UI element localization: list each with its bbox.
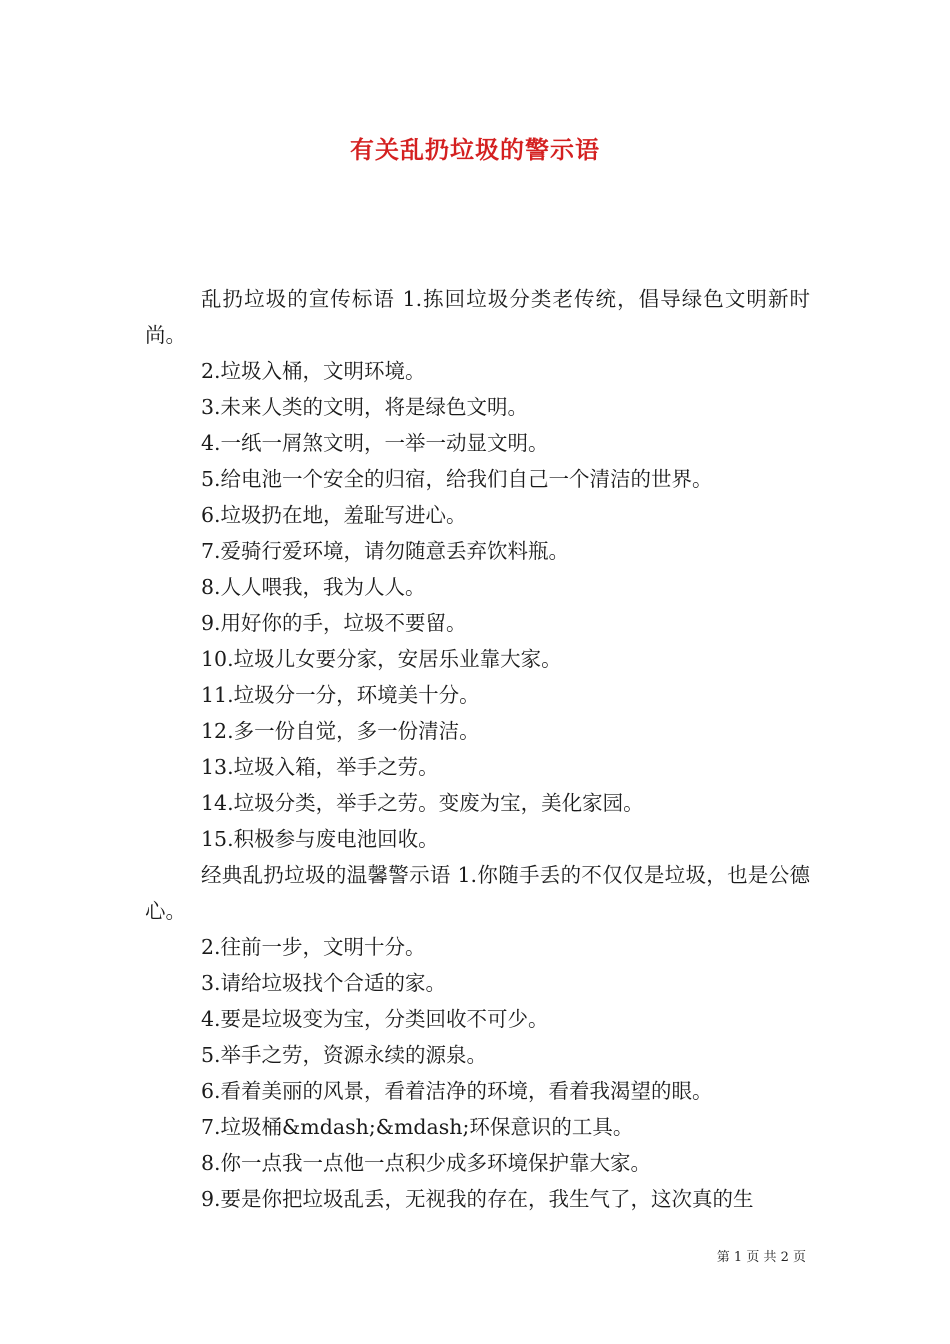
page-footer: 第 1 页 共 2 页 <box>716 1250 806 1265</box>
paragraph: 8.人人喂我，我为人人。 <box>201 575 426 599</box>
paragraph: 8.你一点我一点他一点积少成多环境保护靠大家。 <box>201 1151 652 1175</box>
paragraph: 9.要是你把垃圾乱丢，无视我的存在，我生气了，这次真的生 <box>201 1187 754 1211</box>
paragraph: 2.往前一步，文明十分。 <box>201 935 426 959</box>
paragraph: 3.未来人类的文明，将是绿色文明。 <box>201 395 529 419</box>
paragraph: 12.多一份自觉，多一份清洁。 <box>201 719 480 743</box>
document-title: 有关乱扔垃圾的警示语 <box>350 136 600 164</box>
paragraph: 15.积极参与废电池回收。 <box>201 827 439 851</box>
paragraph: 3.请给垃圾找个合适的家。 <box>201 971 447 995</box>
paragraph: 4.一纸一屑煞文明，一举一动显文明。 <box>201 431 549 455</box>
paragraph: 7.垃圾桶&mdash;&mdash;环保意识的工具。 <box>201 1115 634 1139</box>
paragraph: 9.用好你的手，垃圾不要留。 <box>201 611 467 635</box>
paragraph: 6.看着美丽的风景，看着洁净的环境，看着我渴望的眼。 <box>201 1079 713 1103</box>
paragraph: 5.给电池一个安全的归宿，给我们自己一个清洁的世界。 <box>201 467 713 491</box>
paragraph: 4.要是垃圾变为宝，分类回收不可少。 <box>201 1007 549 1031</box>
paragraph: 6.垃圾扔在地，羞耻写进心。 <box>201 503 467 527</box>
paragraph: 13.垃圾入箱，举手之劳。 <box>201 755 439 779</box>
paragraph: 10.垃圾儿女要分家，安居乐业靠大家。 <box>201 647 562 671</box>
paragraph: 经典乱扔垃圾的温馨警示语 1.你随手丢的不仅仅是垃圾，也是公德心。 <box>145 863 810 923</box>
document-body <box>145 281 810 1217</box>
paragraph: 11.垃圾分一分，环境美十分。 <box>201 683 480 707</box>
paragraph: 14.垃圾分类，举手之劳。变废为宝，美化家园。 <box>201 791 644 815</box>
paragraph: 乱扔垃圾的宣传标语 1.拣回垃圾分类老传统，倡导绿色文明新时尚。 <box>145 287 810 347</box>
paragraph: 2.垃圾入桶，文明环境。 <box>201 359 426 383</box>
paragraph: 7.爱骑行爱环境，请勿随意丢弃饮料瓶。 <box>201 539 570 563</box>
paragraph: 5.举手之劳，资源永续的源泉。 <box>201 1043 488 1067</box>
